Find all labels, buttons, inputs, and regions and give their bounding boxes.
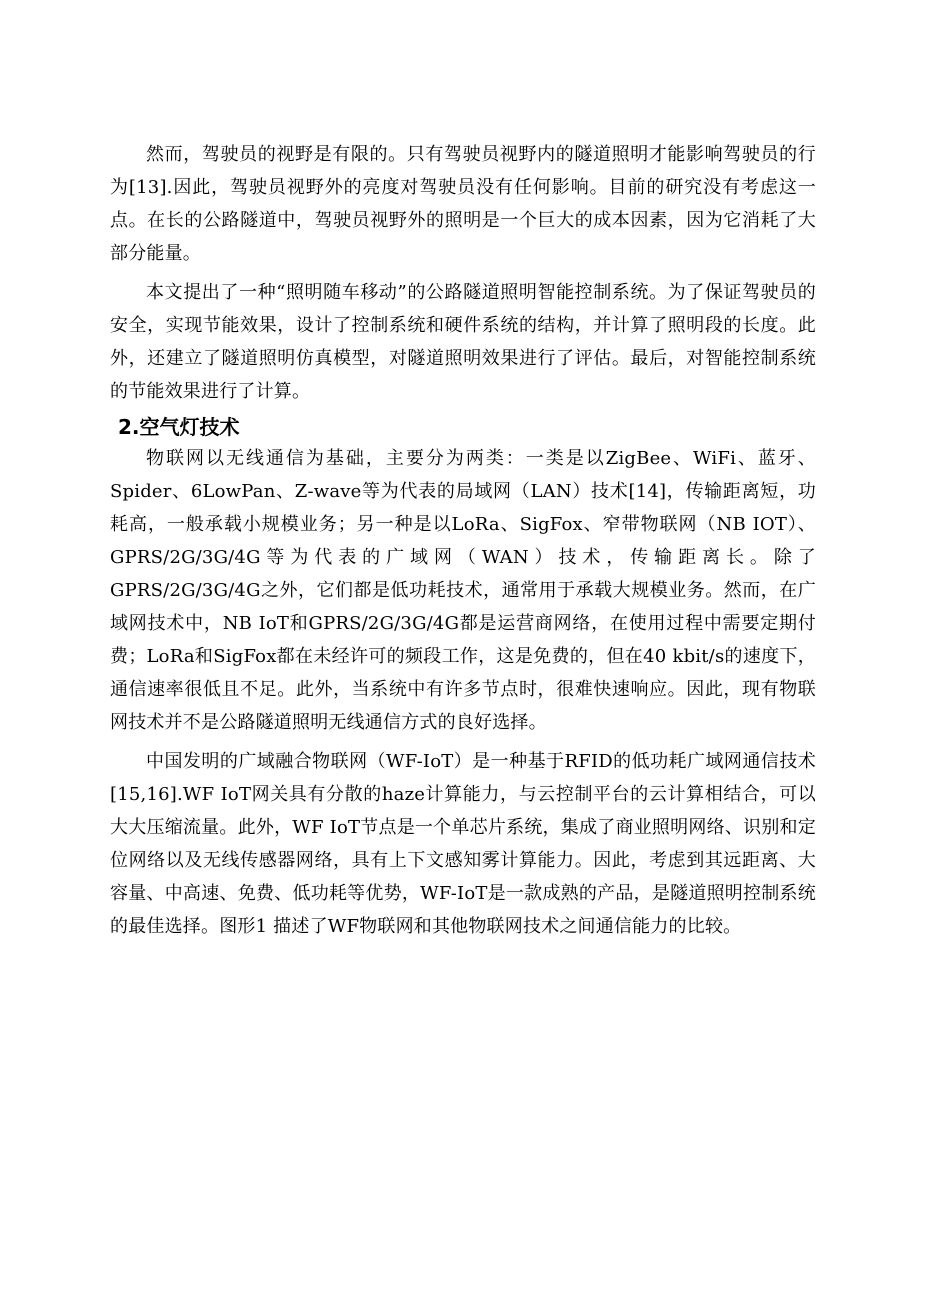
document-page	[110, 138, 816, 943]
paragraph-system-proposal: 本文提出了一种“照明随车移动”的公路隧道照明智能控制系统。为了保证驾驶员的安全，实现节能效果，设计了控制系统和硬件系统的结构，并计算了照明段的长度。此外，还建立了隧道照明仿真模型，对隧道照明效果进行了评估。最后，对智能控制系统的节能效果进行了计算。	[110, 282, 816, 402]
paragraph-wf-iot: 中国发明的广域融合物联网（WF-IoT）是一种基于RFID的低功耗广域网通信技术[15,16].WF IoT网关具有分散的haze计算能力，与云控制平台的云计算相结合，可以大大压缩流量。此外，WF IoT节点是一个单芯片系统，集成了商业照明网络、识别和定位网络以及无线传感器网络，具有上下文感知雾计算能力。因此，考虑到其远距离、大容量、中高速、免费、低功耗等优势，WF-IoT是一款成熟的产品，是隧道照明控制系统的最佳选择。图形1 描述了WF物联网和其他物联网技术之间通信能力的比较。	[110, 751, 816, 937]
section-heading: 2.空气灯技术	[118, 415, 240, 439]
paragraph-driver-field-of-view: 然而，驾驶员的视野是有限的。只有驾驶员视野内的隧道照明才能影响驾驶员的行为[13].因此，驾驶员视野外的亮度对驾驶员没有任何影响。目前的研究没有考虑这一点。在长的公路隧道中，驾驶员视野外的照明是一个巨大的成本因素，因为它消耗了大部分能量。	[110, 144, 816, 264]
paragraph-iot-overview: 物联网以无线通信为基础，主要分为两类：一类是以ZigBee、WiFi、蓝牙、Spider、6LowPan、Z-wave等为代表的局域网（LAN）技术[14]，传输距离短，功耗高，一般承载小规模业务；另一种是以LoRa、SigFox、窄带物联网（NB IOT）、GPRS/2G/3G/4G等为代表的广域网（WAN）技术，传输距离长。除了GPRS/2G/3G/4G之外，它们都是低功耗技术，通常用于承载大规模业务。然而，在广域网技术中，NB IoT和GPRS/2G/3G/4G都是运营商网络，在使用过程中需要定期付费；LoRa和SigFox都在未经许可的频段工作，这是免费的，但在40 kbit/s的速度下，通信速率很低且不足。此外，当系统中有许多节点时，很难快速响应。因此，现有物联网技术并不是公路隧道照明无线通信方式的良好选择。	[110, 448, 816, 733]
